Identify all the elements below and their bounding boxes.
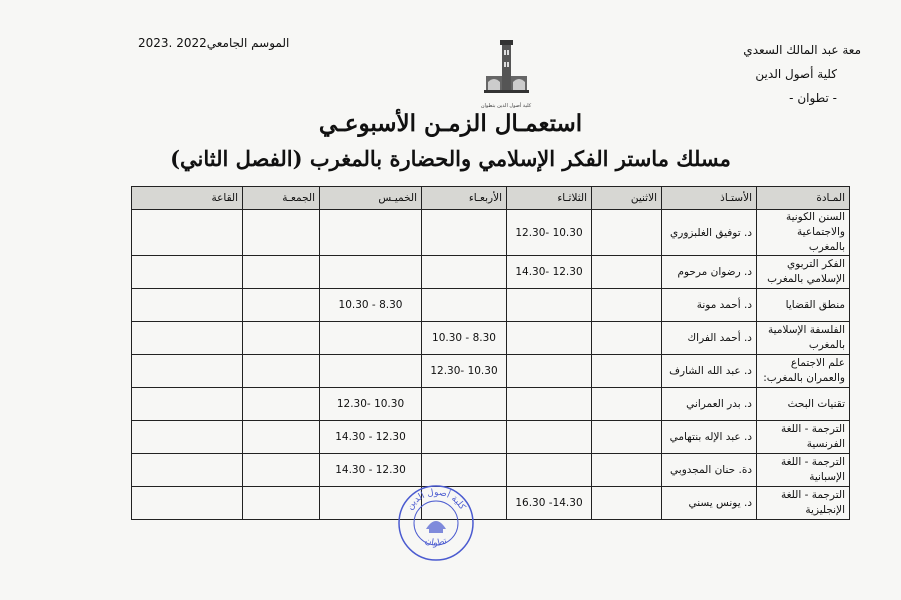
- subject-cell: [757, 256, 850, 289]
- thursday-cell: [320, 256, 422, 289]
- monday-cell: [592, 388, 662, 421]
- thursday-cell: 12.30 - 14.30: [320, 421, 422, 454]
- room-cell: [132, 421, 243, 454]
- subject-line: الإسلامي بالمغرب: [767, 273, 845, 285]
- tuesday-cell: 12.30 -14.30: [507, 256, 592, 289]
- monday-cell: [592, 454, 662, 487]
- header-thursday: الخميـس: [320, 187, 422, 210]
- subject-line: الفرنسية: [806, 438, 845, 450]
- page-subtitle: مسلك ماستر الفكر الإسلامي والحضارة بالمغرب (الفصل الثاني): [170, 146, 731, 171]
- subject-line: والعمران بالمغرب:: [763, 372, 845, 384]
- table-row: [132, 487, 850, 520]
- professor-cell: د. عبد الله الشارف: [662, 355, 757, 388]
- friday-cell: [243, 256, 320, 289]
- room-cell: [132, 454, 243, 487]
- subject-line: السنن الكونية: [785, 211, 845, 223]
- subject-cell: [757, 289, 850, 322]
- monday-cell: [592, 289, 662, 322]
- tuesday-cell: 10.30 -12.30: [507, 210, 592, 256]
- room-cell: [132, 355, 243, 388]
- header-monday: الاثنين: [592, 187, 662, 210]
- svg-text:تطوان: [423, 536, 449, 549]
- faculty-stamp-icon: [396, 483, 476, 563]
- subject-cell: [757, 487, 850, 520]
- subject-line: بالمغرب: [808, 339, 845, 351]
- weekly-schedule-table: [131, 186, 850, 520]
- tuesday-cell: [507, 388, 592, 421]
- subject-line: الإسبانية: [809, 471, 845, 483]
- wednesday-cell: [422, 454, 507, 487]
- subject-line: والاجتماعية بالمغرب: [797, 226, 845, 253]
- friday-cell: [243, 355, 320, 388]
- subject-cell: [757, 421, 850, 454]
- professor-cell: د. أحمد الفراك: [662, 322, 757, 355]
- subject-cell: [757, 322, 850, 355]
- table-row: [132, 355, 850, 388]
- professor-cell: د. توفيق الغلبزوري: [662, 210, 757, 256]
- stamp-bottom-text: تطوان: [423, 536, 449, 549]
- faculty-logo-icon: [476, 38, 536, 108]
- friday-cell: [243, 454, 320, 487]
- stamp-top-text: كلية أصول الدين: [405, 487, 467, 512]
- thursday-cell: 8.30 - 10.30: [320, 289, 422, 322]
- friday-cell: [243, 289, 320, 322]
- header-wednesday: الأربعـاء: [422, 187, 507, 210]
- thursday-cell: [320, 210, 422, 256]
- tuesday-cell: 14.30- 16.30: [507, 487, 592, 520]
- thursday-cell: 10.30 -12.30: [320, 388, 422, 421]
- faculty-line: كلية أصول الدين: [755, 67, 837, 81]
- subject-line: علم الاجتماع: [790, 357, 845, 369]
- subject-cell: [757, 454, 850, 487]
- wednesday-cell: 10.30 -12.30: [422, 355, 507, 388]
- subject-line: تقنيات البحث: [787, 397, 845, 410]
- friday-cell: [243, 210, 320, 256]
- header-subject: المـادة: [757, 187, 850, 210]
- wednesday-cell: 8.30 - 10.30: [422, 322, 507, 355]
- header-professor: الأستـاذ: [662, 187, 757, 210]
- subject-cell: [757, 355, 850, 388]
- room-cell: [132, 487, 243, 520]
- table-row: [132, 256, 850, 289]
- tuesday-cell: [507, 289, 592, 322]
- thursday-cell: [320, 322, 422, 355]
- subject-line: الترجمة - اللغة: [780, 489, 845, 501]
- page-title: استعمـال الزمـن الأسبوعـي: [318, 110, 583, 137]
- tuesday-cell: [507, 322, 592, 355]
- monday-cell: [592, 210, 662, 256]
- monday-cell: [592, 322, 662, 355]
- professor-cell: د. أحمد مونة: [662, 289, 757, 322]
- table-row: [132, 210, 850, 256]
- monday-cell: [592, 256, 662, 289]
- friday-cell: [243, 322, 320, 355]
- professor-cell: د. رضوان مرحوم: [662, 256, 757, 289]
- wednesday-cell: [422, 421, 507, 454]
- thursday-cell: [320, 355, 422, 388]
- logo-caption: كلية أصول الدين بتطوان: [480, 103, 532, 109]
- city-line: - تطوان -: [789, 91, 837, 105]
- table-row: [132, 421, 850, 454]
- table-row: [132, 454, 850, 487]
- room-cell: [132, 289, 243, 322]
- subject-line: الفكر التربوي: [786, 258, 845, 270]
- table-row: [132, 289, 850, 322]
- professor-cell: د. عبد الإله بنتهامي: [662, 421, 757, 454]
- tuesday-cell: [507, 454, 592, 487]
- subject-line: الترجمة - اللغة: [780, 456, 845, 468]
- monday-cell: [592, 355, 662, 388]
- university-line: معة عبد المالك السعدي: [743, 43, 861, 57]
- room-cell: [132, 322, 243, 355]
- professor-cell: د. يونس يسني: [662, 487, 757, 520]
- wednesday-cell: [422, 256, 507, 289]
- table-row: [132, 388, 850, 421]
- wednesday-cell: [422, 210, 507, 256]
- monday-cell: [592, 487, 662, 520]
- header-room: القاعة: [132, 187, 243, 210]
- header-tuesday: الثلاثـاء: [507, 187, 592, 210]
- subject-line: الترجمة - اللغة: [780, 423, 845, 435]
- professor-cell: دة. حنان المجدوبي: [662, 454, 757, 487]
- wednesday-cell: [422, 289, 507, 322]
- subject-cell: [757, 388, 850, 421]
- thursday-cell: 12.30 - 14.30: [320, 454, 422, 487]
- academic-season: الموسم الجامعي2022 .2023: [138, 36, 290, 50]
- wednesday-cell: [422, 388, 507, 421]
- header-friday: الجمعـة: [243, 187, 320, 210]
- table-row: [132, 322, 850, 355]
- tuesday-cell: [507, 421, 592, 454]
- svg-text:كلية أصول الدين: [405, 488, 467, 513]
- subject-line: منطق القضايا: [785, 298, 845, 311]
- room-cell: [132, 210, 243, 256]
- friday-cell: [243, 388, 320, 421]
- tuesday-cell: [507, 355, 592, 388]
- subject-line: الفلسفة الإسلامية: [768, 324, 845, 336]
- room-cell: [132, 256, 243, 289]
- subject-cell: [757, 210, 850, 256]
- friday-cell: [243, 421, 320, 454]
- table-header-row: [132, 187, 850, 210]
- friday-cell: [243, 487, 320, 520]
- institution-header: [661, 38, 861, 110]
- subject-line: الإنجليزية: [805, 504, 845, 516]
- monday-cell: [592, 421, 662, 454]
- room-cell: [132, 388, 243, 421]
- professor-cell: د. بدر العمراني: [662, 388, 757, 421]
